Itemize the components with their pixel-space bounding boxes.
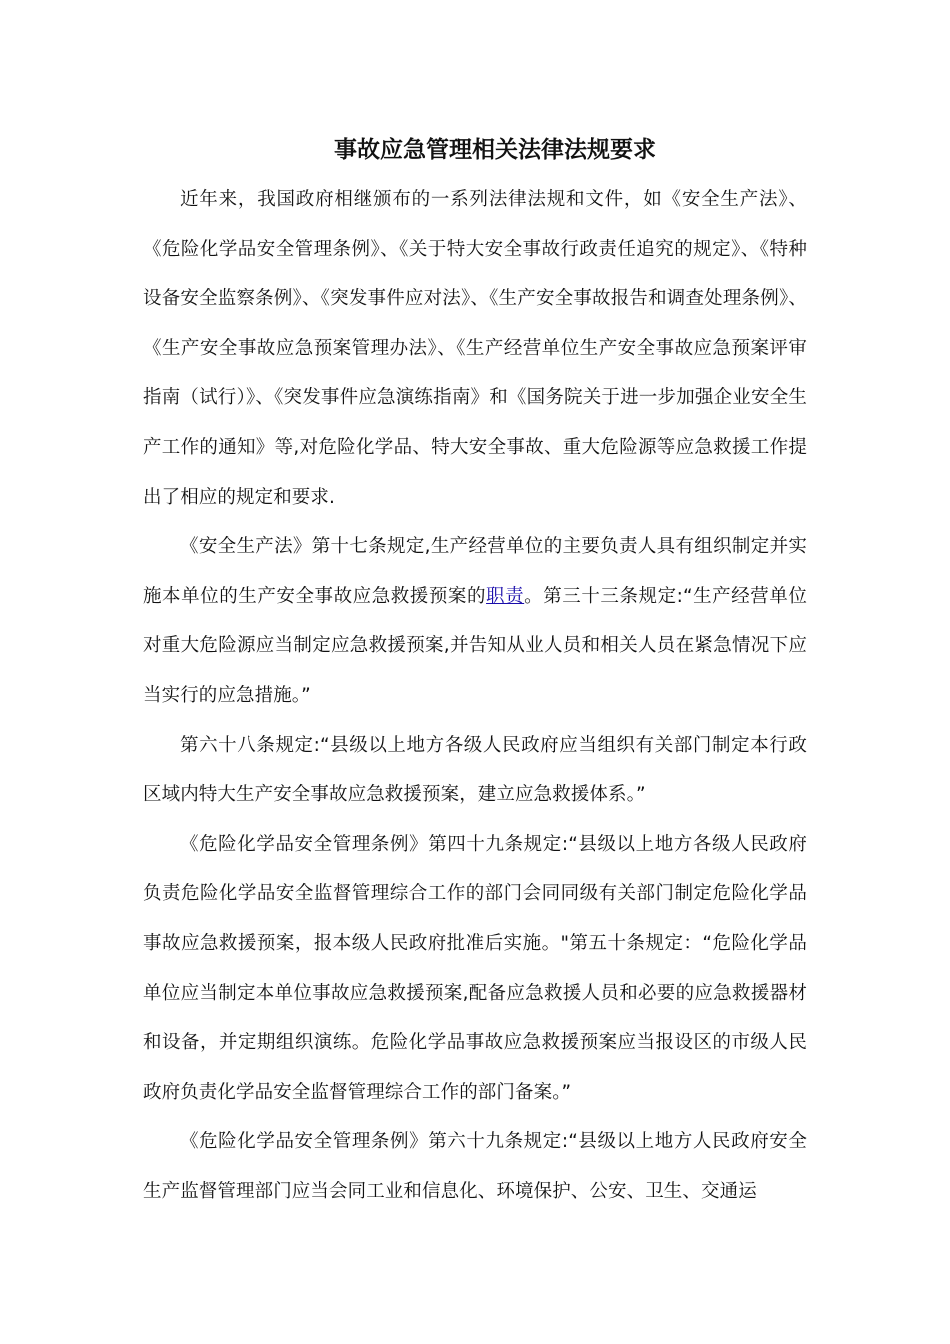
- document-body: [143, 175, 807, 1216]
- document-title: 事故应急管理相关法律法规要求: [334, 137, 656, 163]
- paragraph-safety-law-text-before: 《安全生产法》第十七条规定,生产经营单位的主要负责人具有组织制定并实施本单位的生产安全事故应急救援预案的: [143, 536, 807, 607]
- paragraph-hazardous-chemicals-49: 《危险化学品安全管理条例》第四十九条规定:“县级以上地方各级人民政府负责危险化学品安全监督管理综合工作的部门会同同级有关部门制定危险化学品事故应急救援预案，报本级人民政府批准后实施。"第五十条规定：“危险化学品单位应当制定本单位事故应急救援预案,配备应急救援人员和必要的应急救援器材和设备，并定期组织演练。危险化学品事故应急救援预案应当报设区的市级人民政府负责化学品安全监督管理综合工作的部门备案。”: [143, 833, 807, 1103]
- paragraph-intro: 近年来，我国政府相继颁布的一系列法律法规和文件，如《安全生产法》、《危险化学品安全管理条例》、《关于特大安全事故行政责任追究的规定》、《特种设备安全监察条例》、《突发事件应对法》、《生产安全事故报告和调查处理条例》、《生产安全事故应急预案管理办法》、《生产经营单位生产安全事故应急预案评审指南（试行）》、《突发事件应急演练指南》和《国务院关于进一步加强企业安全生产工作的通知》等,对危险化学品、特大安全事故、重大危险源等应急救援工作提出了相应的规定和要求.: [143, 189, 807, 508]
- paragraph-article-68: 第六十八条规定:“县级以上地方各级人民政府应当组织有关部门制定本行政区域内特大生产安全事故应急救援预案，建立应急救援体系。”: [143, 734, 807, 806]
- paragraph-safety-law-text-after: 。第三十三条规定:“生产经营单位对重大危险源应当制定应急救援预案,并告知从业人员和相关人员在紧急情况下应当实行的应急措施。”: [143, 585, 807, 706]
- paragraph-safety-law: [143, 522, 807, 720]
- paragraph-hazardous-chemicals-69: 《危险化学品安全管理条例》第六十九条规定:“县级以上地方人民政府安全生产监督管理部门应当会同工业和信息化、环境保护、公安、卫生、交通运: [143, 1131, 807, 1202]
- duty-link[interactable]: 职责: [486, 585, 525, 607]
